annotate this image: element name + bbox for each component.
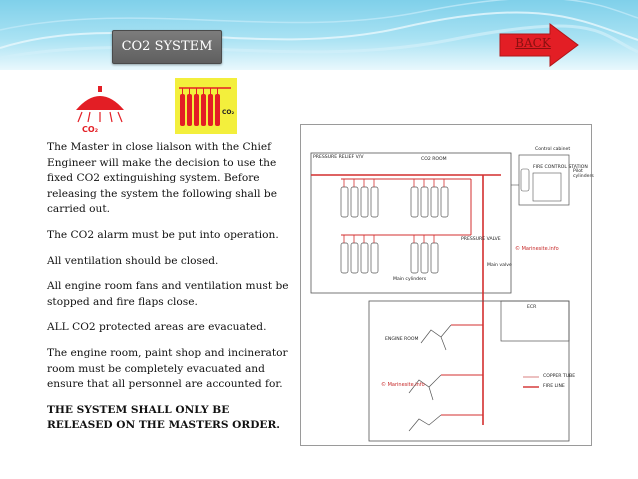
label-engine-room: ENGINE ROOM [385,337,419,342]
label-pressure-valve: PRESSURE VALVE [461,237,501,242]
label-main-cylinders: Main cylinders [393,277,427,282]
cylinders-sign-text: CO₂ [222,109,235,116]
back-button-label: BACK [515,36,551,50]
label-ecr: ECR [527,305,537,310]
watermark-bottom: © Marinesite.info [381,382,425,388]
paragraph-ventilation: All ventilation should be closed. [47,254,219,267]
paragraph-fans: All engine room fans and ventilation must be stopped and fire flaps close. [47,280,289,308]
instructions-text [47,140,297,444]
label-co2-room: CO2 ROOM [421,157,447,162]
label-pilot-cylinders: Pilot cylinders [573,169,594,179]
paragraph-evacuated: ALL CO2 protected areas are evacuated. [47,321,267,334]
page-title: CO2 SYSTEM [112,30,222,64]
label-main-valve: Main valve [487,263,512,268]
co2-sign-text: CO₂ [82,125,99,134]
diagram-drawing [301,125,594,445]
label-control-cabinet: Control cabinet [535,147,571,152]
legend-copper-tube: COPPER TUBE [543,374,576,379]
paragraph-alarm: The CO2 alarm must be put into operation. [47,228,279,241]
co2-cylinders-icon [175,78,237,134]
back-button[interactable] [498,22,584,68]
watermark-top: © Marinesite.info [515,246,559,252]
label-fire-control-station: FIRE CONTROL STATION [533,165,588,170]
paragraph-engine-room: The engine room, paint shop and incinerator room must be completely evacuated and ensure that all personnel are accounted for. [47,346,288,391]
final-statement: THE SYSTEM SHALL ONLY BE RELEASED ON THE MASTERS ORDER. [47,403,280,432]
co2-discharge-icon [68,78,132,134]
legend-fire-line: FIRE LINE [543,384,565,389]
label-pressure-relief: PRESSURE RELIEF V/V [313,155,364,160]
paragraph-decision: The Master in close lialson with the Chief Engineer will make the decision to use the fixed CO2 extinguishing system. Before releasing the system the following shall be carried out. [47,141,277,216]
co2-system-diagram [300,124,592,446]
